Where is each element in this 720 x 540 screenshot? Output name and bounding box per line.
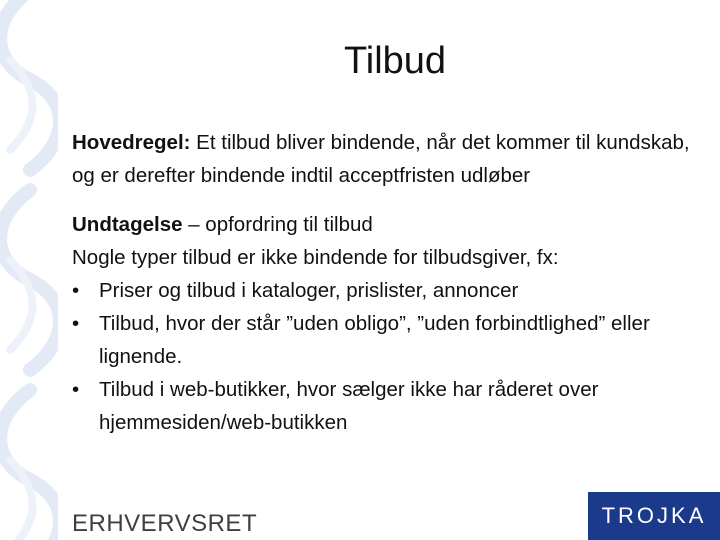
main-rule-label: Hovedregel: [72,131,191,154]
exception-heading-rest: – opfordring til tilbud [182,213,373,236]
exception-bullet-list [72,274,692,439]
slide-title: Tilbud [343,40,447,82]
trojka-logo-text: TROJKA [601,503,707,528]
bullet-item: • Priser og tilbud i kataloger, prislister, annoncer [72,274,692,307]
bullet-item: • Tilbud i web-butikker, hvor sælger ikke har råderet over hjemmesiden/web-butikken [72,373,692,439]
slide-body [72,126,692,439]
main-rule-text: Et tilbud bliver bindende, når det kommer til kundskab, og er derefter bindende indtil acceptfristen udløber [72,131,690,187]
exception-section [72,208,692,439]
exception-label: Undtagelse [72,213,183,236]
footer-erhvervsret-label: ERHVERVSRET [72,510,258,537]
trojka-logo [588,492,720,540]
bullet-item: • Tilbud, hvor der står ”uden obligo”, ”uden forbindtlighed” eller lignende. [72,307,692,373]
main-rule-paragraph [72,126,692,192]
exception-heading [72,208,692,241]
exception-intro: Nogle typer tilbud er ikke bindende for tilbudsgiver, fx: [72,246,559,269]
